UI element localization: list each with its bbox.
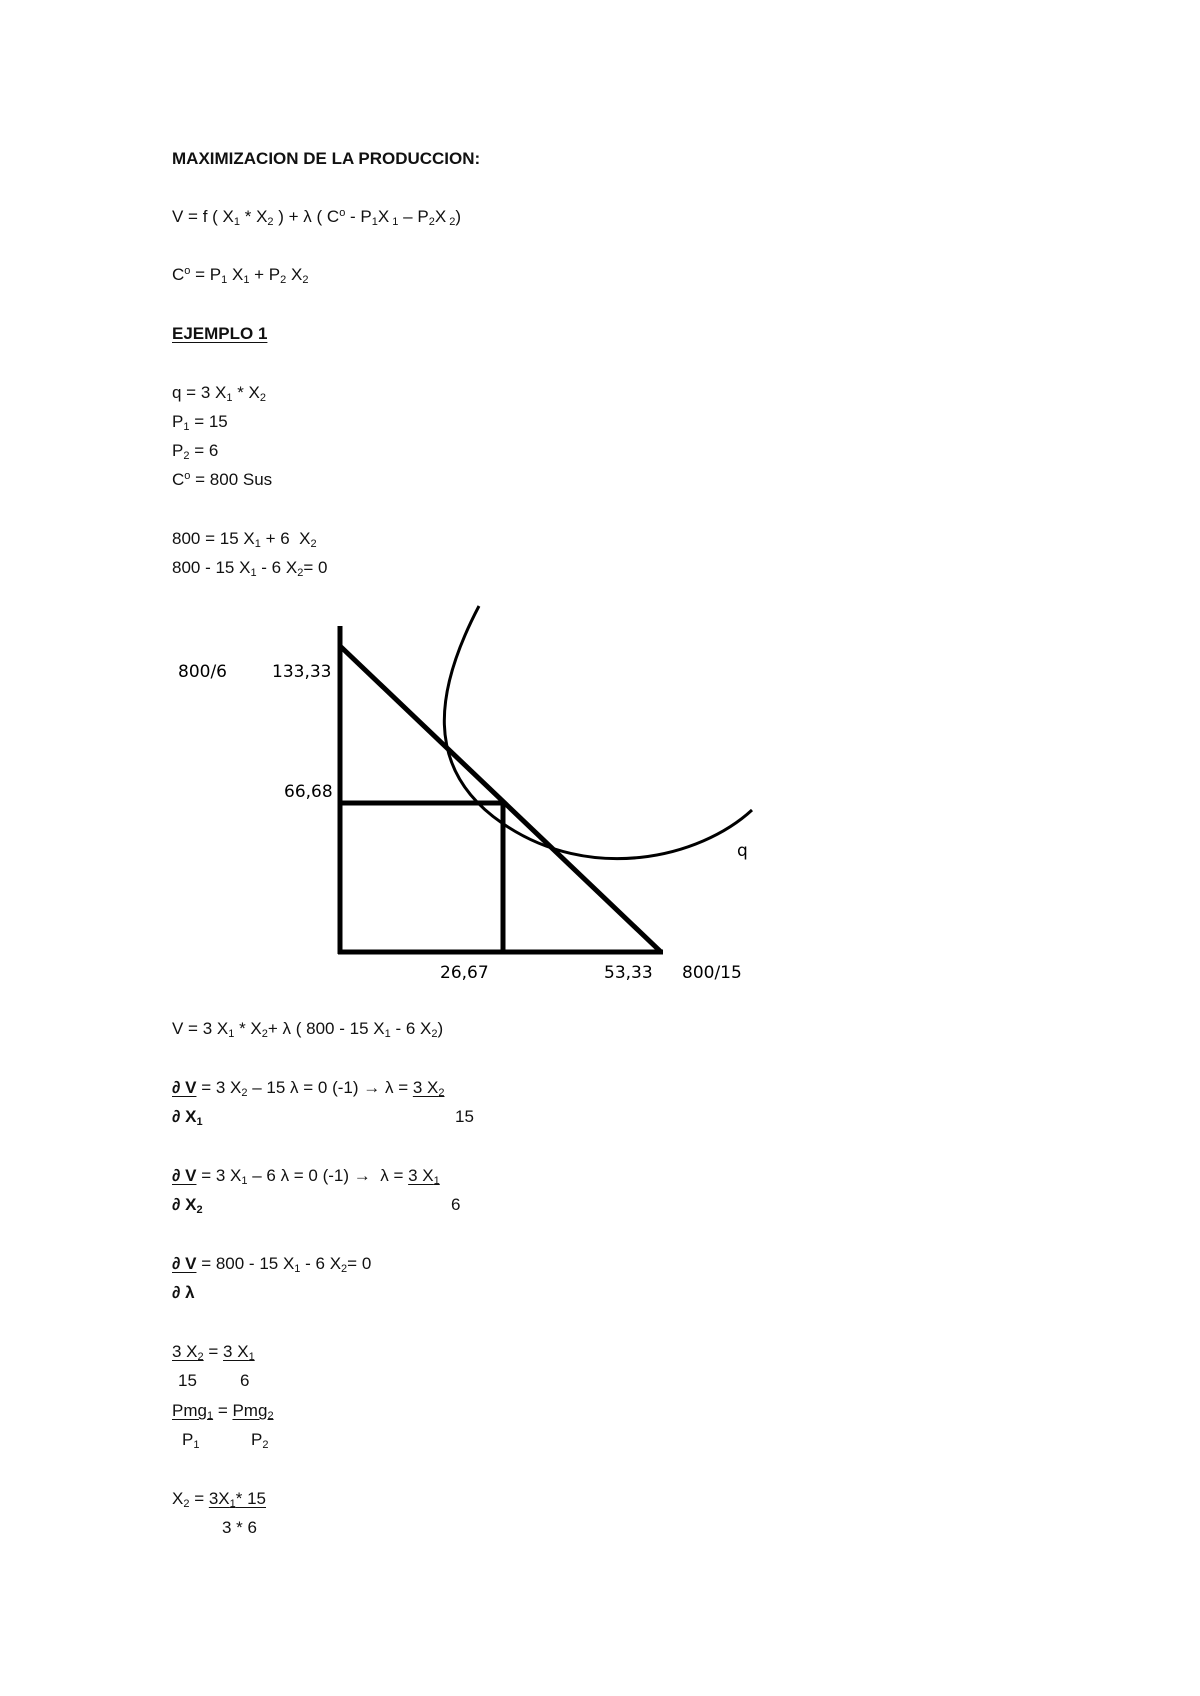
x-intercept-formula: 800/15 — [682, 963, 742, 983]
equality-denominator-2: 6 — [240, 1371, 250, 1390]
budget-amount: $C^o = 800$ Sus — [172, 470, 273, 489]
y-intercept-value: 133,33 — [272, 662, 332, 682]
equality-denominator-1: 15 — [178, 1371, 197, 1390]
example-title: EJEMPLO 1 — [172, 324, 268, 343]
derivative-x1: ∂ V = 3 $X_2 - 15$ λ = 0 (-1) → λ = 3 $X_2$ — [172, 1078, 445, 1099]
x-intercept-value: 53,33 — [604, 963, 653, 983]
y-intercept-formula: 800/6 — [178, 662, 227, 682]
pmg-denominator-2: $P_2$ — [251, 1430, 269, 1451]
derivative-lambda: ∂ V = 800 - 15 $X_1 - 6$ $X_2= 0$ — [172, 1254, 372, 1275]
derivative-x2: ∂ V = 3 $X_1 - 6$ λ = 0 (-1) → λ = 3 $X_1$ — [172, 1166, 440, 1187]
production-function: q = 3 $X_1 * X_2$ — [172, 383, 267, 404]
x-optimum-value: 26,67 — [440, 963, 489, 983]
y-optimum-value: 66,68 — [284, 782, 333, 802]
budget-equation: 800 = 15 $X_1 + 6$ $X_2$ — [172, 529, 317, 550]
budget-isoquant-diagram — [160, 598, 760, 988]
x2-solution-denominator: 3 * 6 — [222, 1518, 257, 1537]
budget-constraint: 800 - 15 $X_1 - 6$ $X_2= 0$ — [172, 558, 328, 579]
x2-solution: $X_2 = 3X_1*$ 15 — [172, 1489, 267, 1510]
derivative-x1-denominator: ∂ $X_1$ — [172, 1107, 203, 1128]
pmg-denominator-1: $P_1$ — [182, 1430, 200, 1451]
page-title: MAXIMIZACION DE LA PRODUCCION: — [172, 149, 481, 168]
lambda-denominator-1: 15 — [455, 1107, 474, 1126]
objective-function: V = f ( $X_1 * X_2$ ) + λ ( $C^o - P_1X$ $_1 - P_2X$ $_2$) — [172, 207, 462, 228]
lambda-denominator-2: 6 — [451, 1195, 461, 1214]
price-2: $P_2 = 6$ — [172, 441, 219, 462]
isoquant-curve — [444, 606, 752, 859]
lambda-equality: 3 $X_2 = 3$ $X_1$ — [172, 1342, 255, 1363]
derivative-x2-denominator: ∂ $X_2$ — [172, 1195, 203, 1216]
derivative-lambda-denominator: ∂ λ — [172, 1283, 195, 1302]
price-1: $P_1 = 15$ — [172, 412, 228, 433]
cost-equation: $C^o = P_1$ $X_1 + P_2$ $X_2$ — [172, 265, 309, 286]
lagrangian-function: V = 3 $X_1 * X_2+ \lambda$ ( 800 - 15 $X_1 - 6$ $X_2$) — [172, 1019, 444, 1040]
isoquant-label: q — [737, 841, 748, 861]
marginal-product-ratio: Pmg$_1$ = Pmg$_2$ — [172, 1401, 274, 1422]
